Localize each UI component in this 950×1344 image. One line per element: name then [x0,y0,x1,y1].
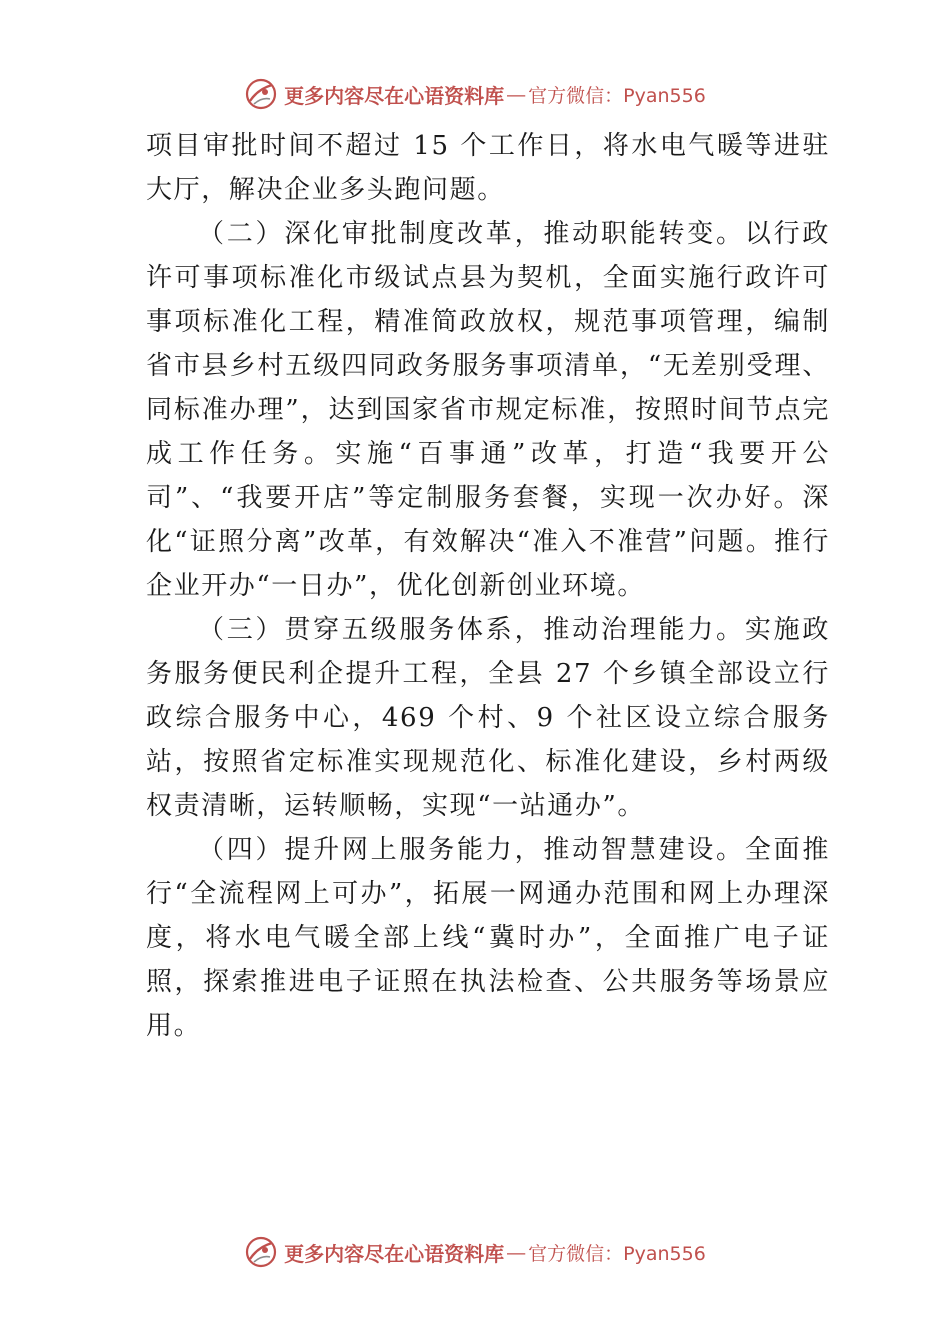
header-watermark [0,74,950,114]
footer-dash: — [506,1240,527,1264]
paragraph-4: （四）提升网上服务能力，推动智慧建设。全面推行“全流程网上可办”，拓展一网通办范围和网上办理深度，将水电气暖全部上线“冀时办”，全面推广电子证照，探索推进电子证照在执法检查、公共服务等场景应用。 [146,835,830,1041]
header-brand-text: 更多内容尽在心语资料库 [284,83,505,108]
footer-watermark [0,1232,950,1272]
paragraph-1: 项目审批时间不超过 15 个工作日，将水电气暖等进驻大厅，解决企业多头跑问题。 [146,131,830,205]
paragraph-3: （三）贯穿五级服务体系，推动治理能力。实施政务服务便民利企提升工程，全县 27 个乡镇全部设立行政综合服务中心，469 个村、9 个社区设立综合服务站，按照省定标准实现规范化、标准化建设，乡村两级权责清晰，运转顺畅，实现“一站通办”。 [146,615,830,821]
brand-logo-icon [244,1235,278,1269]
header-dash: — [506,82,527,106]
footer-brand-text: 更多内容尽在心语资料库 [284,1241,505,1266]
document-body [146,124,830,1048]
paragraph-2: （二）深化审批制度改革，推动职能转变。以行政许可事项标准化市级试点县为契机，全面实施行政许可事项标准化工程，精准简政放权，规范事项管理，编制省市县乡村五级四同政务服务事项清单，“无差别受理、同标准办理”，达到国家省市规定标准，按照时间节点完成工作任务。实施“百事通”改革，打造“我要开公司”、“我要开店”等定制服务套餐，实现一次办好。深化“证照分离”改革，有效解决“准入不准营”问题。推行企业开办“一日办”，优化创新创业环境。 [146,219,830,601]
header-wechat-text: 官方微信：Pyan556 [528,84,706,107]
footer-wechat-text: 官方微信：Pyan556 [528,1242,706,1265]
brand-logo-icon [244,77,278,111]
